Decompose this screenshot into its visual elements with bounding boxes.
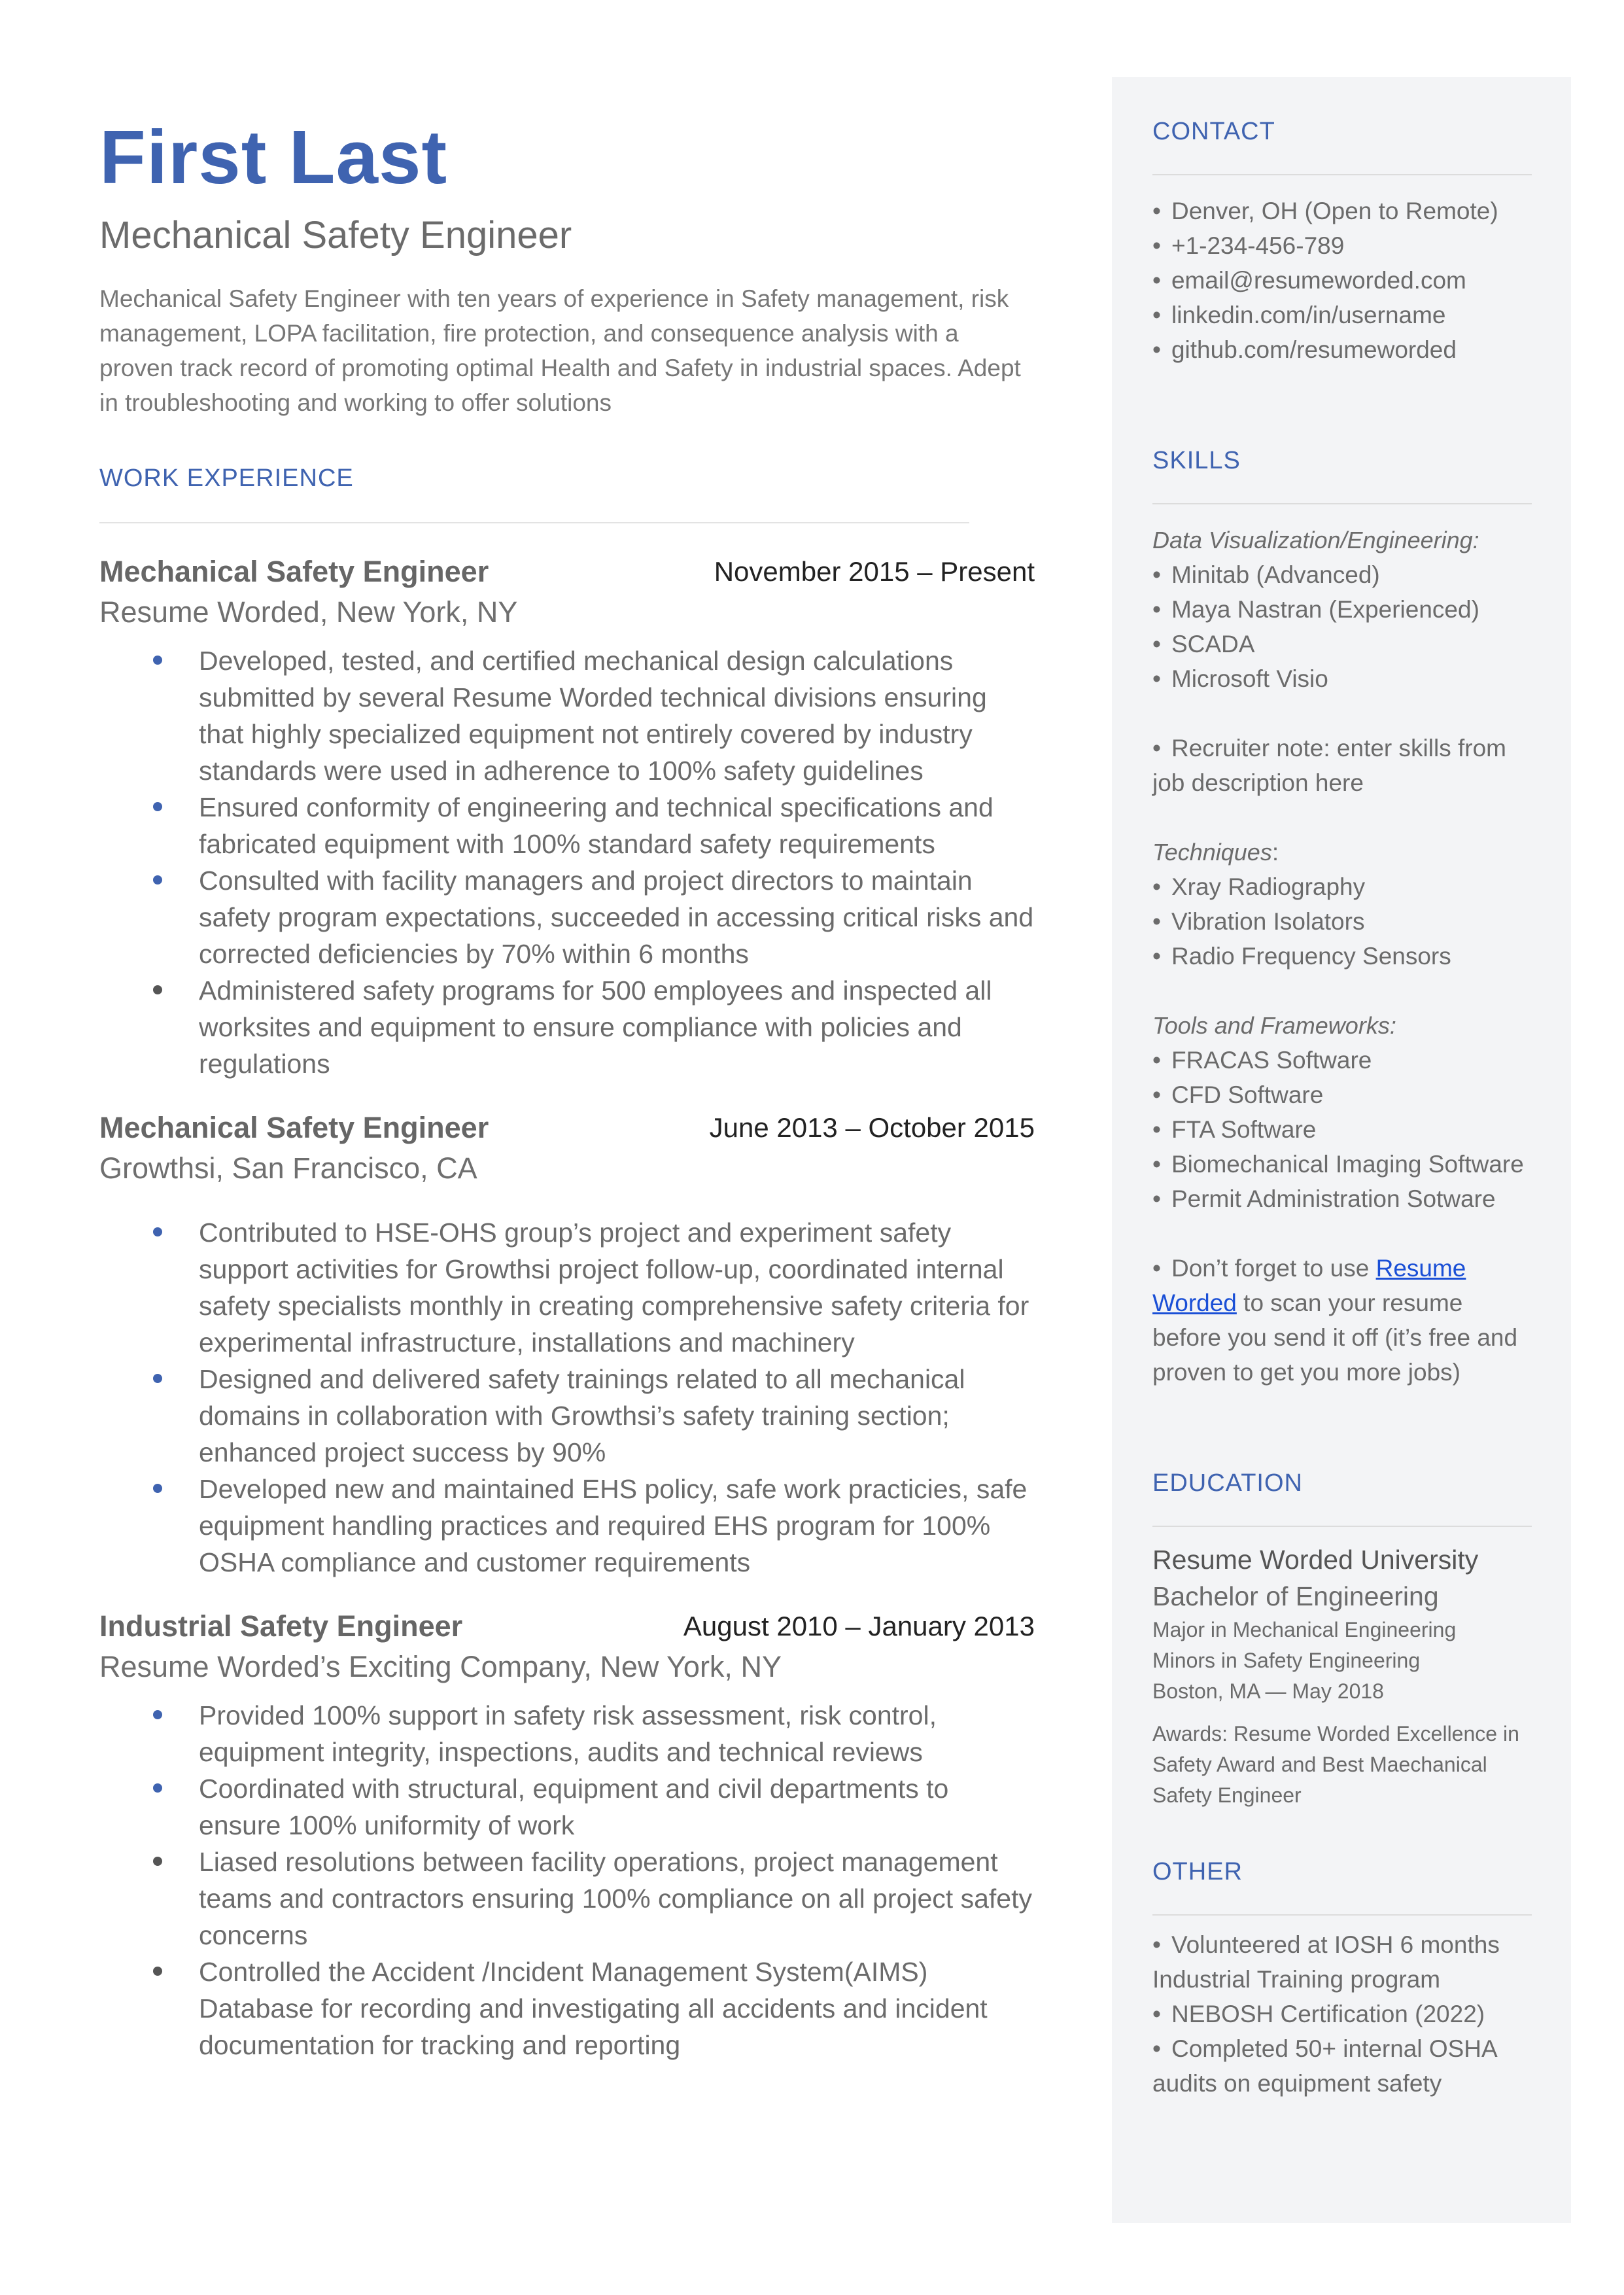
- job-entry: [99, 1108, 1035, 1581]
- job-dates: June 2013 – October 2015: [709, 1112, 1035, 1143]
- bullet-icon: [153, 656, 162, 665]
- section-divider: [1152, 1914, 1532, 1916]
- job-dates: August 2010 – January 2013: [683, 1611, 1035, 1641]
- list-item: • Xray Radiography: [1152, 873, 1366, 900]
- resume-worded-link[interactable]: Resume Worded: [1152, 1255, 1466, 1316]
- job-bullets: [99, 1214, 1035, 1581]
- contact-email[interactable]: • email@resumeworded.com: [1152, 267, 1466, 294]
- summary: Mechanical Safety Engineer with ten years of experience in Safety management, risk management, LOPA facilitation, fire protection, and consequence analysis with a proven track record of promoting optimal Health and Safety in industrial spaces. Adept in troubleshooting and working to offer solutions: [99, 285, 1021, 416]
- list-item: Developed, tested, and certified mechanical design calculations submitted by several Resume Worded technical divisions ensuring that highly specialized equipment not entirely covered by industry standards were used in adherence to 100% safety guidelines: [99, 642, 1035, 789]
- section-divider: [1152, 1526, 1532, 1527]
- skill-group-label: Data Visualization/Engineering:: [1152, 527, 1479, 553]
- list-item: • NEBOSH Certification (2022): [1152, 2001, 1485, 2027]
- job-bullets: [99, 1697, 1035, 2063]
- major: Major in Mechanical Engineering: [1152, 1618, 1457, 1641]
- bullet-icon: [153, 1227, 162, 1236]
- bullet-icon: [153, 1783, 162, 1793]
- main-column: [99, 111, 1035, 2063]
- job-title: Mechanical Safety Engineer: [99, 1111, 489, 1144]
- contact-github[interactable]: • github.com/resumeworded: [1152, 336, 1457, 363]
- job-title-headline: Mechanical Safety Engineer: [99, 214, 572, 256]
- section-divider: [1152, 174, 1532, 175]
- list-item: Contributed to HSE-OHS group’s project and experiment safety support activities for Growthsi project follow-up, coordinated internal safety specialists monthly in creating comprehensive safety criteria for experimental infrastructure, installations and machinery: [99, 1214, 1035, 1361]
- contact-location: • Denver, OH (Open to Remote): [1152, 198, 1498, 224]
- list-item: Liased resolutions between facility operations, project management teams and contractors ensuring 100% compliance on all project safety concerns: [99, 1844, 1035, 1953]
- recruiter-note: • Recruiter note: enter skills from job description here: [1152, 735, 1506, 796]
- list-item: • Permit Administration Sotware: [1152, 1185, 1496, 1212]
- job-company: Growthsi, San Francisco, CA: [99, 1151, 477, 1185]
- job-title: Mechanical Safety Engineer: [99, 555, 489, 588]
- list-item: Consulted with facility managers and project directors to maintain safety program expectations, succeeded in accessing critical risks and corrected deficiencies by 70% within 6 months: [99, 862, 1035, 972]
- other-heading: OTHER: [1152, 1858, 1243, 1885]
- candidate-name: First Last: [99, 114, 448, 200]
- job-dates: November 2015 – Present: [714, 556, 1035, 587]
- contact-list: [1152, 194, 1532, 367]
- contact-heading: CONTACT: [1152, 118, 1275, 145]
- education-heading: EDUCATION: [1152, 1469, 1303, 1497]
- awards: Awards: Resume Worded Excellence in Safety Award and Best Maechanical Safety Engineer: [1152, 1722, 1519, 1807]
- list-item: Administered safety programs for 500 employees and inspected all worksites and equipment to ensure compliance with policies and regulations: [99, 972, 1035, 1082]
- section-divider: [99, 522, 969, 523]
- school-name: Resume Worded University: [1152, 1545, 1479, 1575]
- bullet-icon: [153, 802, 162, 811]
- bullet-icon: [153, 875, 162, 885]
- resume-tip: • Don’t forget to use Resume Worded to scan your resume before you send it off (it’s free and proven to get you more jobs): [1152, 1255, 1518, 1386]
- bullet-icon: [153, 1967, 162, 1976]
- job-entry: [99, 552, 1035, 1082]
- education-entry: [1152, 1541, 1532, 1811]
- list-item: • FRACAS Software: [1152, 1047, 1372, 1074]
- bullet-icon: [153, 985, 162, 994]
- other-list: [1152, 1927, 1532, 2101]
- list-item: Coordinated with structural, equipment and civil departments to ensure 100% uniformity of work: [99, 1770, 1035, 1844]
- bullet-icon: [153, 1710, 162, 1719]
- skills-list: [1152, 523, 1532, 1390]
- skill-group-label: Tools and Frameworks:: [1152, 1012, 1396, 1039]
- skills-heading: SKILLS: [1152, 447, 1241, 474]
- job-title: Industrial Safety Engineer: [99, 1609, 463, 1643]
- bullet-icon: [153, 1857, 162, 1866]
- minor: Minors in Safety Engineering: [1152, 1649, 1421, 1672]
- list-item: Developed new and maintained EHS policy, safe work practicies, safe equipment handling practices and required EHS program for 100% OSHA compliance and customer requirements: [99, 1471, 1035, 1581]
- list-item: • Volunteered at IOSH 6 months Industrial Training program: [1152, 1931, 1500, 1993]
- contact-phone: • +1-234-456-789: [1152, 232, 1345, 259]
- list-item: • Biomechanical Imaging Software: [1152, 1151, 1524, 1178]
- job-entry: [99, 1607, 1035, 2063]
- list-item: • Maya Nastran (Experienced): [1152, 596, 1479, 623]
- list-item: Designed and delivered safety trainings related to all mechanical domains in collaboration with Growthsi’s safety training section; enhanced project success by 90%: [99, 1361, 1035, 1471]
- list-item: • Minitab (Advanced): [1152, 561, 1380, 588]
- list-item: • Completed 50+ internal OSHA audits on equipment safety: [1152, 2035, 1496, 2097]
- list-item: • SCADA: [1152, 631, 1255, 657]
- list-item: • FTA Software: [1152, 1116, 1317, 1143]
- skill-group-label: Techniques:: [1152, 839, 1279, 866]
- list-item: • CFD Software: [1152, 1081, 1324, 1108]
- list-item: Controlled the Accident /Incident Management System(AIMS) Database for recording and investigating all accidents and incident documentation for tracking and reporting: [99, 1953, 1035, 2063]
- education-location-date: Boston, MA — May 2018: [1152, 1679, 1384, 1703]
- bullet-icon: [153, 1484, 162, 1493]
- contact-linkedin[interactable]: • linkedin.com/in/username: [1152, 302, 1446, 328]
- job-company: Resume Worded’s Exciting Company, New York, NY: [99, 1650, 782, 1683]
- section-divider: [1152, 503, 1532, 504]
- list-item: • Radio Frequency Sensors: [1152, 943, 1451, 970]
- job-company: Resume Worded, New York, NY: [99, 595, 518, 629]
- list-item: • Vibration Isolators: [1152, 908, 1365, 935]
- list-item: Provided 100% support in safety risk assessment, risk control, equipment integrity, inspections, audits and technical reviews: [99, 1697, 1035, 1770]
- sidebar: [1112, 77, 1571, 2223]
- bullet-icon: [153, 1374, 162, 1383]
- degree: Bachelor of Engineering: [1152, 1581, 1439, 1611]
- work-experience-heading: WORK EXPERIENCE: [99, 464, 354, 492]
- job-bullets: [99, 642, 1035, 1082]
- list-item: • Microsoft Visio: [1152, 665, 1328, 692]
- list-item: Ensured conformity of engineering and technical specifications and fabricated equipment with 100% standard safety requirements: [99, 789, 1035, 862]
- sidebar-content: [1152, 77, 1532, 2101]
